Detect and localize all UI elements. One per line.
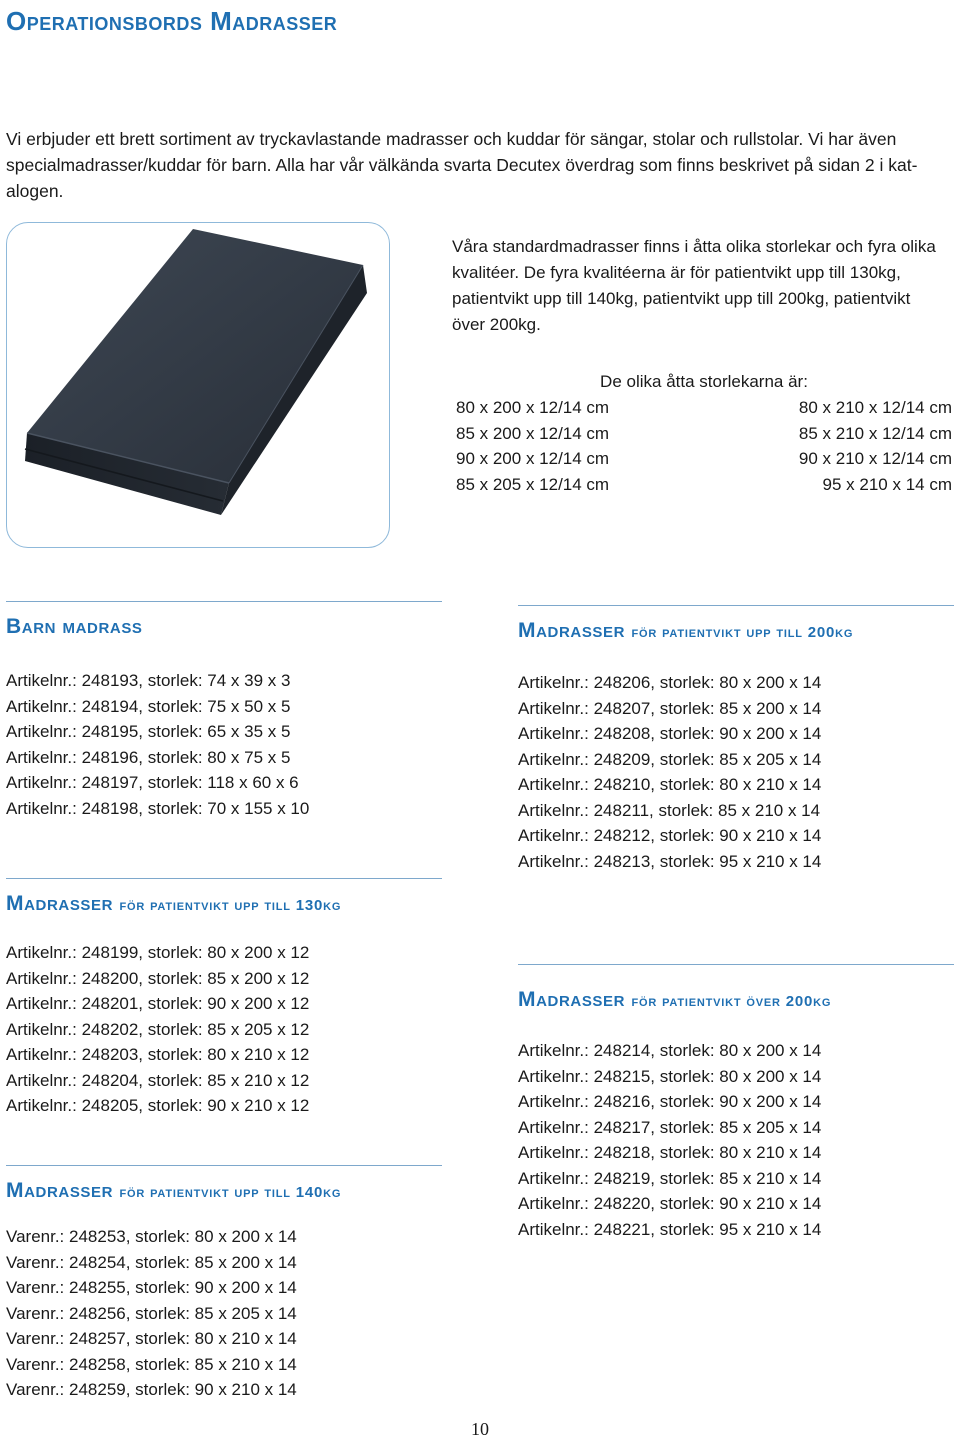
- section-upp-till-140kg: [6, 1165, 442, 1403]
- list-item: Artikelnr.: 248215, storlek: 80 x 200 x 14: [518, 1066, 822, 1086]
- list-item: Artikelnr.: 248196, storlek: 80 x 75 x 5: [6, 747, 291, 767]
- product-list: [6, 1224, 442, 1403]
- list-item: Artikelnr.: 248218, storlek: 80 x 210 x 14: [518, 1143, 822, 1162]
- section-heading-main: Barn madrass: [6, 615, 143, 638]
- intro-paragraph: Vi erbjuder ett brett sortiment av tryckavlastande madrasser och kuddar för sängar, stolar och rullstolar. Vi har även specialmadrasser/kuddar för barn. Alla har vår välkända svarta Decutex överdrag som finns beskrivet på sidan 2 i kat-alogen.: [6, 129, 918, 201]
- product-list: [6, 668, 442, 821]
- section-heading: [6, 1174, 442, 1210]
- sizes-heading: De olika åtta storlekarna är:: [600, 372, 808, 391]
- list-item: Artikelnr.: 248205, storlek: 90 x 210 x 12: [6, 1096, 310, 1115]
- list-item: Varenr.: 248253, storlek: 80 x 200 x 14: [6, 1227, 297, 1246]
- list-item: Artikelnr.: 248206, storlek: 80 x 200 x 14: [518, 673, 822, 692]
- size-item: 85 x 200 x 12/14 cm: [456, 423, 610, 443]
- list-item: Artikelnr.: 248194, storlek: 75 x 50 x 5: [6, 696, 291, 716]
- product-list: [518, 1038, 954, 1242]
- list-item: Artikelnr.: 248193, storlek: 74 x 39 x 3: [6, 671, 291, 690]
- section-heading-sub: för patientvikt upp till 140kg: [119, 1184, 342, 1201]
- product-list: [518, 670, 954, 874]
- list-item: Artikelnr.: 248211, storlek: 85 x 210 x 14: [518, 800, 821, 820]
- list-item: Artikelnr.: 248200, storlek: 85 x 200 x 12: [6, 968, 310, 988]
- list-item: Artikelnr.: 248213, storlek: 95 x 210 x 14: [518, 851, 822, 871]
- list-item: Varenr.: 248258, storlek: 85 x 210 x 14: [6, 1354, 297, 1374]
- list-item: Artikelnr.: 248210, storlek: 80 x 210 x 14: [518, 775, 822, 794]
- section-divider: [6, 1165, 442, 1166]
- mattress-photo: [6, 222, 390, 548]
- mattress-image: [7, 223, 389, 547]
- section-heading: [6, 610, 442, 644]
- section-heading-sub: för patientvikt upp till 130kg: [119, 897, 342, 914]
- size-item: 85 x 210 x 12/14 cm: [798, 423, 952, 443]
- list-item: Varenr.: 248259, storlek: 90 x 210 x 14: [6, 1380, 297, 1399]
- list-item: Artikelnr.: 248208, storlek: 90 x 200 x 14: [518, 724, 822, 743]
- section-heading-main: Madrasser: [518, 988, 626, 1011]
- list-item: Artikelnr.: 248214, storlek: 80 x 200 x 14: [518, 1041, 822, 1060]
- page-number: 10: [471, 1419, 489, 1439]
- section-divider: [518, 605, 954, 606]
- product-list: [6, 940, 442, 1119]
- list-item: Artikelnr.: 248212, storlek: 90 x 210 x 14: [518, 826, 822, 845]
- list-item: Artikelnr.: 248197, storlek: 118 x 60 x 6: [6, 773, 299, 792]
- section-over-200kg-rule: [518, 964, 954, 965]
- section-divider: [6, 878, 442, 879]
- section-heading-main: Madrasser: [6, 1179, 114, 1202]
- size-item: 90 x 210 x 12/14 cm: [798, 449, 952, 468]
- size-item: 90 x 200 x 12/14 cm: [456, 449, 610, 468]
- list-item: Artikelnr.: 248217, storlek: 85 x 205 x 14: [518, 1117, 822, 1137]
- list-item: Varenr.: 248256, storlek: 85 x 205 x 14: [6, 1303, 297, 1323]
- section-barn-madrass: [6, 601, 442, 821]
- standard-mattress-text: Våra standardmadrasser finns i åtta olika storlekar och fyra olika kvalitéer. De fyra kvalitéerna är för patientvikt upp till 130kg, patientvikt upp till 140kg, patientvikt upp till 200kg, patientvikt över 200kg.: [452, 237, 936, 334]
- section-divider: [6, 601, 442, 602]
- page-title: Operationsbords Madrasser: [6, 6, 338, 36]
- list-item: Artikelnr.: 248209, storlek: 85 x 205 x 14: [518, 749, 822, 769]
- sizes-grid: [456, 395, 952, 497]
- section-heading: [518, 614, 954, 650]
- list-item: Artikelnr.: 248195, storlek: 65 x 35 x 5: [6, 722, 291, 741]
- section-heading-sub: för patientvikt upp till 200kg: [631, 624, 854, 641]
- size-item: 80 x 210 x 12/14 cm: [798, 398, 952, 417]
- section-divider: [518, 964, 954, 965]
- list-item: Varenr.: 248257, storlek: 80 x 210 x 14: [6, 1329, 297, 1348]
- list-item: Artikelnr.: 248207, storlek: 85 x 200 x 14: [518, 698, 822, 718]
- list-item: Artikelnr.: 248201, storlek: 90 x 200 x 12: [6, 994, 310, 1013]
- list-item: Artikelnr.: 248216, storlek: 90 x 200 x 14: [518, 1092, 822, 1111]
- section-upp-till-130kg: [6, 878, 442, 1119]
- list-item: Artikelnr.: 248203, storlek: 80 x 210 x 12: [6, 1045, 310, 1064]
- list-item: Artikelnr.: 248202, storlek: 85 x 205 x 12: [6, 1019, 310, 1039]
- size-item: 95 x 210 x 14 cm: [822, 474, 952, 494]
- section-upp-till-200kg: [518, 605, 954, 874]
- section-over-200kg: [518, 973, 954, 1242]
- list-item: Artikelnr.: 248221, storlek: 95 x 210 x 14: [518, 1219, 822, 1239]
- size-item: 85 x 205 x 12/14 cm: [456, 474, 610, 494]
- list-item: Artikelnr.: 248198, storlek: 70 x 155 x 10: [6, 798, 310, 818]
- section-heading-main: Madrasser: [6, 892, 114, 915]
- list-item: Artikelnr.: 248219, storlek: 85 x 210 x 14: [518, 1168, 822, 1188]
- list-item: Varenr.: 248254, storlek: 85 x 200 x 14: [6, 1252, 297, 1272]
- list-item: Varenr.: 248255, storlek: 90 x 200 x 14: [6, 1278, 297, 1297]
- list-item: Artikelnr.: 248204, storlek: 85 x 210 x 12: [6, 1070, 310, 1090]
- section-heading-main: Madrasser: [518, 619, 626, 642]
- list-item: Artikelnr.: 248220, storlek: 90 x 210 x 14: [518, 1194, 822, 1213]
- size-item: 80 x 200 x 12/14 cm: [456, 398, 610, 417]
- list-item: Artikelnr.: 248199, storlek: 80 x 200 x 12: [6, 943, 310, 962]
- section-heading: [6, 887, 442, 923]
- section-heading: [518, 983, 954, 1019]
- section-heading-sub: för patientvikt över 200kg: [631, 993, 832, 1010]
